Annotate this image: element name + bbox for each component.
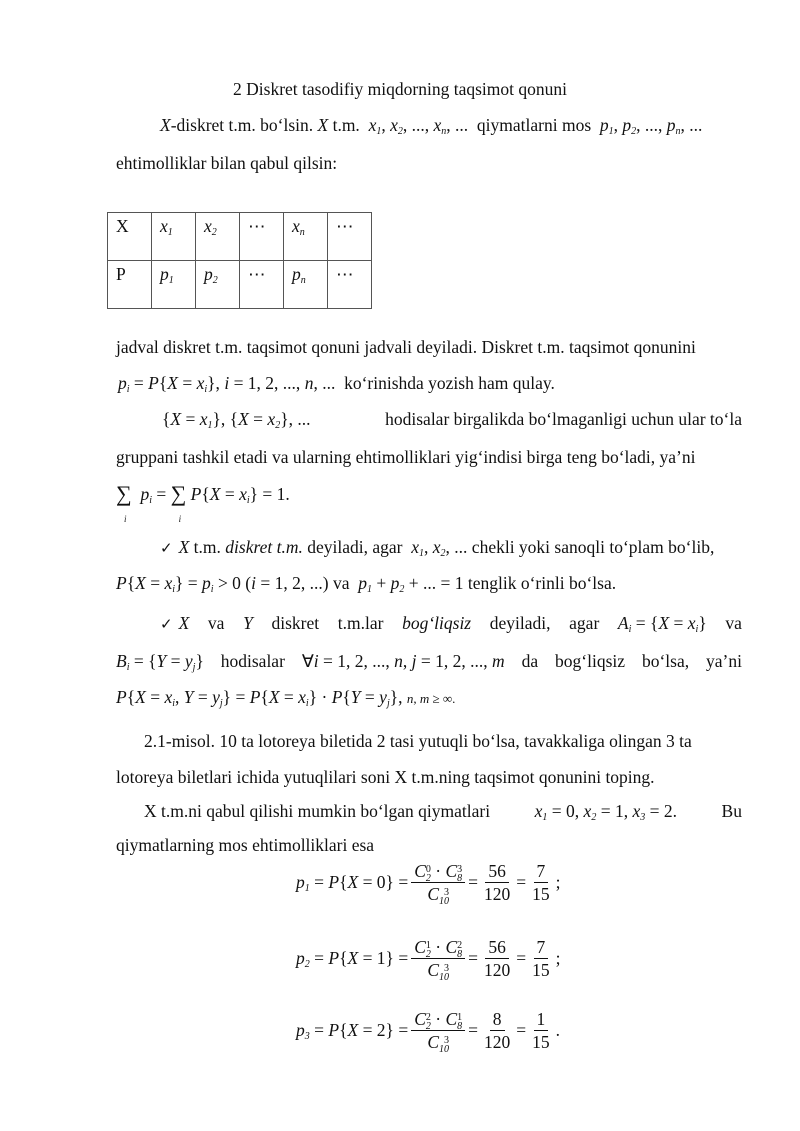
table-cell: $x_1$	[152, 213, 196, 261]
definition-2-line-1: ✓ X va Y diskret t.m.lar bog‘liqsiz deyiladi, agar $A_i = \{X = x_i\}$ va	[160, 613, 742, 635]
table-cell: $x_2$	[196, 213, 240, 261]
example-line-4: qiymatlarning mos ehtimolliklari esa	[116, 835, 375, 855]
probability-formula: $p_3 = P\{X = 2\}$ = $\frac{C_2^2 \cdot C_8^1}{C_{10}^3}$ = $\frac{8}{120}$ = $\frac{1}{15}$ .	[296, 1009, 561, 1055]
checkmark-icon: ✓	[160, 539, 173, 557]
table-cell: ⋯	[240, 213, 284, 261]
table-cell: $x_n$	[284, 213, 328, 261]
example-line-1: 2.1-misol. 10 ta lotoreya biletida 2 tasi yutuqli bo‘lsa, tavakkaliga olingan 3 ta	[144, 731, 692, 751]
probability-formula: $p_1 = P\{X = 0\}$ = $\frac{C_2^0 \cdot C_8^3}{C_{10}^3}$ = $\frac{56}{120}$ = $\frac{7}{15}$ ;	[296, 861, 561, 907]
example-line-3: X t.m.ni qabul qilishi mumkin bo‘lgan qiymatlari $x_1 = 0$, $x_2 = 1$, $x_3 = 2$. Bu	[144, 801, 742, 823]
table-cell: P	[108, 261, 152, 309]
definition-2-line-2: $B_i = \{Y = y_j\}$ hodisalar ∀i = 1, 2, ..., n, j = 1, 2, ..., m da bog‘liqsiz bo‘lsa, ya’ni	[116, 651, 742, 673]
para1-line-2: $p_i = P\{X = x_i\}$, i = 1, 2, ..., n, ... ko‘rinishda yozish ham qulay.	[118, 373, 555, 395]
table-cell: X	[108, 213, 152, 261]
table-row-p	[108, 261, 372, 309]
checkmark-icon: ✓	[160, 615, 173, 633]
table-cell: ⋯	[240, 261, 284, 309]
section-title: 2 Diskret tasodifiy miqdorning taqsimot qonuni	[233, 79, 567, 99]
para1-line-1: jadval diskret t.m. taqsimot qonuni jadvali deyiladi. Diskret t.m. taqsimot qonunini	[116, 337, 696, 357]
table-cell: $p_2$	[196, 261, 240, 309]
table-row-x	[108, 213, 372, 261]
intro-line-2: ehtimolliklar bilan qabul qilsin:	[116, 153, 338, 173]
definition-2-line-3: $P\{X = x_i$, $Y = y_j\} = P\{X = x_i\} \cdot P\{Y = y_j\}$, n, m ≥ ∞.	[116, 687, 456, 709]
para2-line-2: gruppani tashkil etadi va ularning ehtimolliklari yig‘indisi birga teng bo‘ladi, ya’ni	[116, 447, 696, 467]
example-line-2: lotoreya biletlari ichida yutuqlilari soni X t.m.ning taqsimot qonunini toping.	[116, 767, 655, 787]
table-cell: ⋯	[328, 261, 372, 309]
sum-formula: ∑ i $p_i$ = ∑ i $P\{X = x_i\} = 1$.	[116, 481, 290, 524]
definition-1-line-2: $P\{X = x_i\} = p_i > 0$ (i = 1, 2, ...) va $p_1 + p_2$ + ... = 1 tenglik o‘rinli bo‘lsa.	[116, 573, 617, 595]
table-cell: $p_n$	[284, 261, 328, 309]
distribution-table	[107, 212, 372, 309]
table-cell: ⋯	[328, 213, 372, 261]
para2-line-1: $\{X = x_1\}$, $\{X = x_2\}$, ... hodisalar birgalikda bo‘lmaganligi uchun ular to‘la	[162, 409, 742, 431]
probability-formula: $p_2 = P\{X = 1\}$ = $\frac{C_2^1 \cdot C_8^2}{C_{10}^3}$ = $\frac{56}{120}$ = $\frac{7}{15}$ ;	[296, 937, 561, 983]
definition-1-line-1: ✓ X t.m. diskret t.m. deyiladi, agar $x_1$, $x_2$, ... chekli yoki sanoqli to‘plam bo‘lib,	[160, 537, 715, 559]
intro-line-1: X-diskret t.m. bo‘lsin. X t.m. $x_1$, $x_2$, ..., $x_n$, ... qiymatlarni mos $p_1$, $p_2$, ..., $p_n$, ...	[160, 115, 703, 137]
table-cell: $p_1$	[152, 261, 196, 309]
